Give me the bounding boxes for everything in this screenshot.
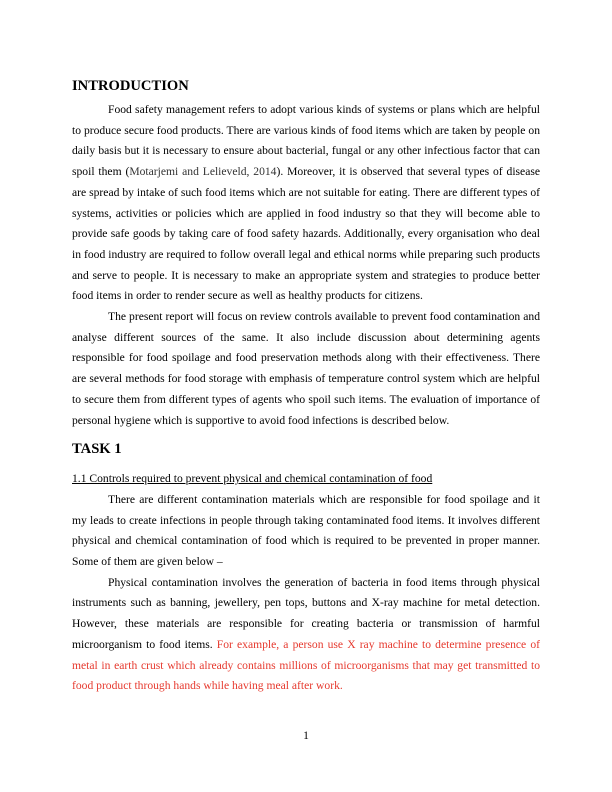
- task1-paragraph-2: [72, 573, 540, 697]
- introduction-paragraph-2: The present report will focus on review controls available to prevent food contamination and analyse different sources of the same. It also include discussion about determining agents responsible for food spoilage and food preservation methods along with their effectiveness. There are several methods for food storage with emphasis of temperature control system which are helpful to secure them from different types of agents who spoil such items. The evaluation of importance of personal hygiene which is supportive to avoid food infections is described below.: [72, 310, 540, 427]
- document-page: [72, 76, 540, 697]
- intro-p1-text-a: Food safety management refers to adopt various kinds of systems or plans which are helpful to produce secure food products. There are various kinds of food items which are taken by people on daily basis but it is necessary to ensure about bacterial, fungal or any other infectious factor that can spoil them (: [72, 103, 540, 179]
- page-number: 1: [303, 729, 309, 742]
- task1-p2-example-highlight: For example, a person use X ray machine to determine presence of metal in earth crust which already contains millions of microorganisms that may get transmitted to food product through hands while having meal after work.: [72, 637, 540, 693]
- task1-paragraph-1: There are different contamination materials which are responsible for food spoilage and it my leads to create infections in people through taking contaminated food items. It involves different physical and chemical contamination of food which is required to be prevented in proper manner. Some of them are given below –: [72, 492, 540, 569]
- citation: Motarjemi and Lelieveld, 2014: [129, 165, 277, 179]
- introduction-paragraph-1: [72, 100, 540, 307]
- task1-p2-text: Physical contamination involves the generation of bacteria in food items through physical instruments such as banning, jewellery, pen tops, buttons and X-ray machine for metal detection. However, these materials are responsible for creating bacteria or transmission of harmful microorganism to food items.: [72, 575, 540, 651]
- task1-subheading: 1.1 Controls required to prevent physical and chemical contamination of food: [72, 472, 433, 486]
- introduction-heading: INTRODUCTION: [72, 78, 189, 94]
- intro-p1-text-b: ). Moreover, it is observed that several types of disease are spread by intake of such food items which are not suitable for eating. There are different types of systems, activities or policies which are applied in food industry so that they will become able to provide safe goods by taking care of food safety hazards. Additionally, every organisation who deal in food industry are required to follow overall legal and ethical norms while preparing such products and serve to people. It is necessary to make an appropriate system and strategies to produce better food items in order to render secure as well as healthy products for citizens.: [72, 165, 540, 303]
- task1-heading: TASK 1: [72, 441, 122, 458]
